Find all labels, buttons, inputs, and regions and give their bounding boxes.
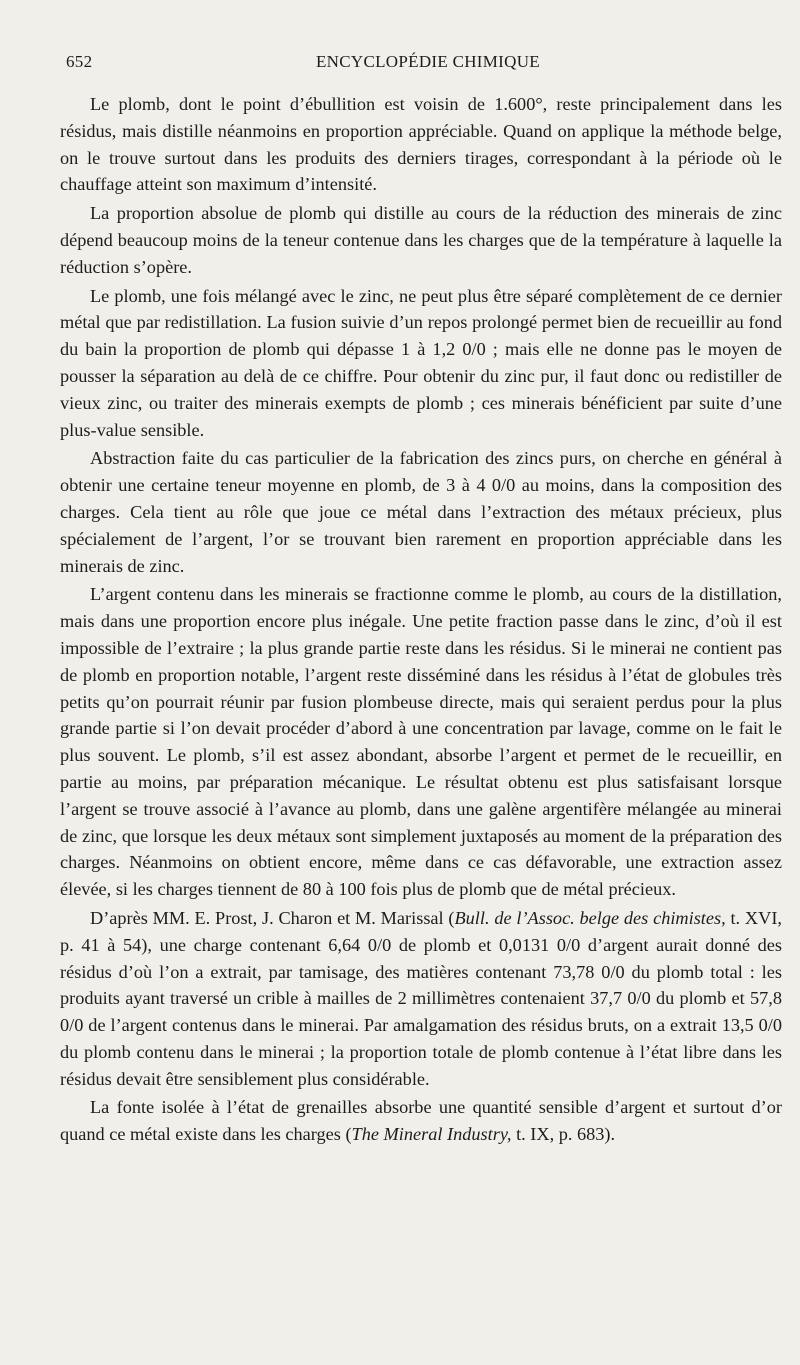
paragraph: Le plomb, dont le point d’ébullition est voisin de 1.600°, reste principalement dans les résidus, mais distille néanmoins en proportion appréciable. Quand on applique la méthode belge, on le trouve surtout dans les produits des derniers tirages, correspondant à la période où le chauffage atteint son maximum d’intensité. bbox=[60, 94, 782, 195]
citation-text: D’après MM. E. Prost, J. Charon et M. Marissal ( bbox=[90, 907, 455, 928]
paragraph: L’argent contenu dans les minerais se fractionne comme le plomb, au cours de la distillation, mais dans une proportion encore plus inégale. Une petite fraction passe dans le zinc, d’où il est impossible de l’extraire ; la plus grande partie reste dans les résidus. Si le minerai ne contient pas de plomb en proportion notable, l’argent reste disséminé dans les résidus à l’état de globules très petits qu’on pourrait réunir par fusion plombeuse directe, mais qui seraient perdus pour la plus grande partie si l’on devait procéder d’abord à une concentration par lavage, comme on le fait le plus souvent. Le plomb, s’il est assez abondant, absorbe l’argent et permet de le recueillir, en partie au moins, par préparation mécanique. Le résultat obtenu est plus satisfaisant lorsque l’argent se trouve associé à l’avance au plomb, dans une galène argentifère mélangée au minerai de zinc, que lorsque les deux métaux sont simplement juxtaposés au moment de la préparation des charges. Néanmoins on obtient encore, même dans ce cas défavorable, une extraction assez élevée, si les charges tiennent de 80 à 100 fois plus de plomb que de métal précieux. bbox=[60, 584, 782, 900]
citation-text: t. XVI, p. 41 à 54), une charge contenant 6,64 0/0 de plomb et 0,0131 0/0 d’argent aurait donné des résidus d’où l’on a extrait, par tamisage, des matières contenant 73,78 0/0 du plomb total : les produits ayant traversé un crible à mailles de 2 millimètres contenaient 37,7 0/0 du plomb et 57,8 0/0 de l’argent contenus dans le minerai. Par amalgamation des résidus bruts, on a extrait 13,5 0/0 du plomb contenu dans le minerai ; la proportion totale de plomb contenue à l’état libre dans les résidus devait être sensiblement plus considérable. bbox=[60, 907, 782, 1089]
citation-title: Bull. de l’Assoc. belge des chimistes, bbox=[454, 907, 726, 928]
body-text bbox=[60, 91, 782, 1150]
citation-text: t. IX, p. 683). bbox=[511, 1124, 616, 1145]
running-head: ENCYCLOPÉDIE CHIMIQUE bbox=[316, 52, 540, 71]
citation-text: La fonte isolée à l’état de grenailles absorbe une quantité sensible d’argent et surtout d’or quand ce métal existe dans les charges ( bbox=[60, 1097, 782, 1145]
paragraph: La proportion absolue de plomb qui distille au cours de la réduction des minerais de zinc dépend beaucoup moins de la teneur contenue dans les charges que de la température à laquelle la réduction s’opère. bbox=[60, 203, 782, 277]
citation-title: The Mineral Industry, bbox=[351, 1124, 512, 1145]
page-number: 652 bbox=[66, 52, 93, 71]
paragraph-with-citation bbox=[60, 1094, 782, 1148]
paragraph: Le plomb, une fois mélangé avec le zinc, ne peut plus être séparé complètement de ce dernier métal que par redistillation. La fusion suivie d’un repos prolongé permet bien de recueillir au fond du bain la proportion de plomb qui dépasse 1 à 1,2 0/0 ; mais elle ne donne pas le moyen de pousser la séparation au delà de ce chiffre. Pour obtenir du zinc pur, il faut donc ou redistiller de vieux zinc, ou traiter des minerais exempts de plomb ; ces minerais bénéficient par suite d’une plus-value sensible. bbox=[60, 285, 782, 440]
page-header bbox=[66, 52, 760, 78]
paragraph-with-citation bbox=[60, 905, 782, 1093]
paragraph: Abstraction faite du cas particulier de la fabrication des zincs purs, on cherche en général à obtenir une certaine teneur moyenne en plomb, de 3 à 4 0/0 au moins, dans la composition des charges. Cela tient au rôle que joue ce métal dans l’extraction des métaux précieux, plus spécialement de l’argent, l’or se trouvant bien rarement en proportion appréciable dans les minerais de zinc. bbox=[60, 448, 782, 576]
